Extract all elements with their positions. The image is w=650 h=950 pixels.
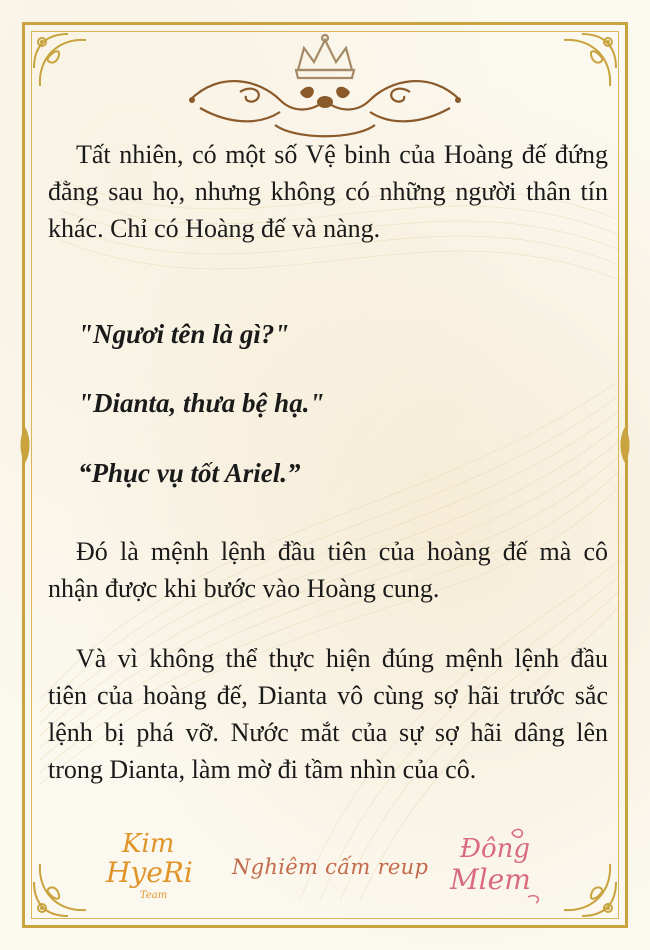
paragraph-3-text: Và vì không thể thực hiện đúng mệnh lệnh đầu tiên của hoàng đế, Dianta vô cùng sợ hãi trước sắc lệnh bị phá vỡ. Nước mắt của sự sợ hãi dâng lên trong Dianta, làm mờ đi tầm nhìn của cô. <box>48 644 608 784</box>
left-logo-line1: Kim <box>122 829 175 859</box>
crown-ornament-icon <box>180 30 470 145</box>
paragraph-2 <box>48 533 608 607</box>
corner-ornament-icon <box>28 28 98 98</box>
no-reup-notice: Nghiêm cấm reup <box>232 855 429 879</box>
kim-hyeri-team-logo <box>100 822 210 902</box>
dialogue-quote-1: "Ngươi tên là gì?" <box>78 319 290 349</box>
dialogue-quote-3: “Phục vụ tốt Ariel.” <box>78 458 301 488</box>
paragraph-1 <box>48 136 608 247</box>
left-logo-sub: Team <box>140 890 168 901</box>
dialogue-quote-2: "Dianta, thưa bệ hạ." <box>78 388 325 418</box>
corner-ornament-icon <box>552 28 622 98</box>
right-logo-line2: Mlem <box>450 863 531 896</box>
paragraph-3 <box>48 640 608 788</box>
right-logo-line1: Đông <box>460 834 531 864</box>
side-ornament-icon <box>18 425 32 465</box>
dong-mlem-logo <box>432 823 562 908</box>
paragraph-2-text: Đó là mệnh lệnh đầu tiên của hoàng đế mà cô nhận được khi bước vào Hoàng cung. <box>48 537 608 603</box>
left-logo-line2: HyeRi <box>106 856 193 889</box>
corner-ornament-icon <box>552 852 622 922</box>
corner-ornament-icon <box>28 852 98 922</box>
paragraph-1-text: Tất nhiên, có một số Vệ binh của Hoàng đế đứng đằng sau họ, nhưng không có những người thân tín khác. Chỉ có Hoàng đế và nàng. <box>48 140 608 243</box>
side-ornament-icon <box>618 425 632 465</box>
